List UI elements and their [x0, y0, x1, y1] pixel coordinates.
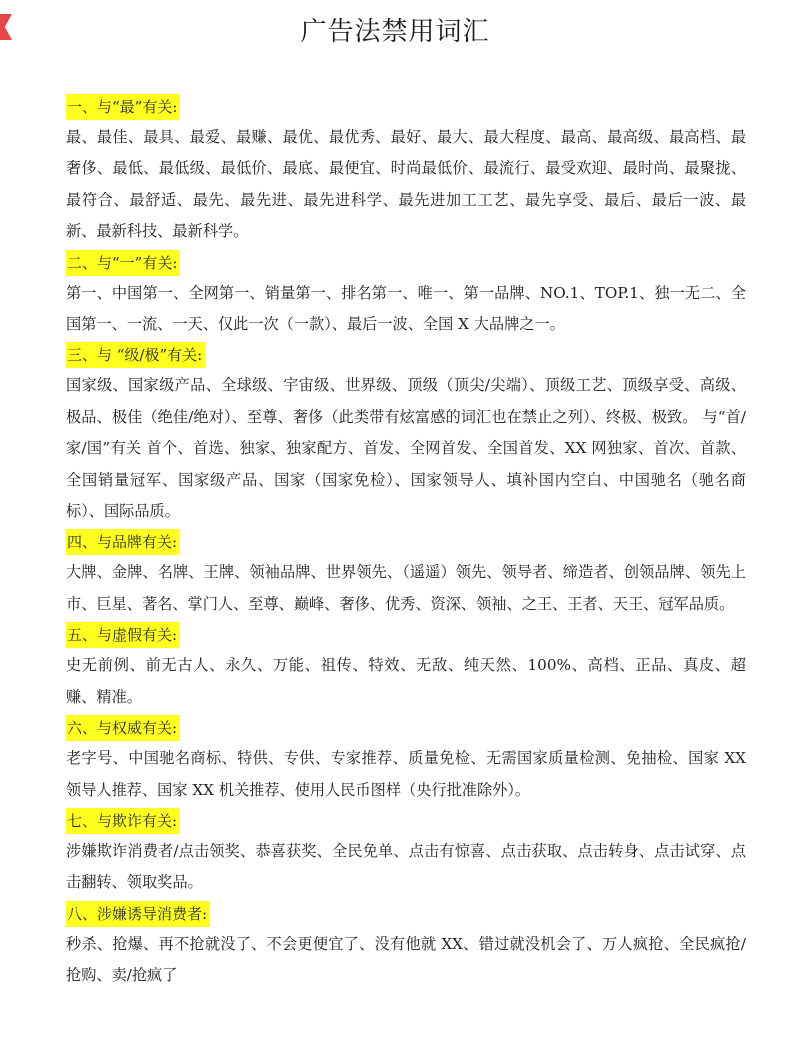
- section-heading-first: [66, 250, 746, 278]
- section-heading-brand: [66, 529, 746, 557]
- page-title: 广告法禁用词汇: [300, 17, 490, 47]
- section-heading-label: 六、与权威有关:: [66, 715, 180, 741]
- document-content: [66, 92, 746, 992]
- section-heading-label: 五、与虚假有关:: [66, 622, 180, 648]
- section-body-first: 第一、中国第一、全网第一、销量第一、排名第一、唯一、第一品牌、NO.1、TOP.1、独一无二、全国第一、一流、一天、仅此一次（一款）、最后一波、全国 X 大品牌之一。: [66, 283, 746, 334]
- section-heading-authority: [66, 715, 746, 743]
- section-heading-label: 二、与“一”有关:: [66, 250, 180, 276]
- section-body-fraud: 涉嫌欺诈消费者/点击领奖、恭喜获奖、全民免单、点击有惊喜、点击获取、点击转身、点击试穿、点击翻转、领取奖品。: [66, 841, 746, 892]
- section-heading-label: 三、与 “级/极”有关:: [66, 342, 205, 368]
- section-body-most: 最、最佳、最具、最爱、最赚、最优、最优秀、最好、最大、最大程度、最高、最高级、最高档、最奢侈、最低、最低级、最低价、最底、最便宜、时尚最低价、最流行、最受欢迎、最时尚、最聚拢、最符合、最舒适、最先、最先进、最先进科学、最先进加工工艺、最先享受、最后、最后一波、最新、最新科技、最新科学。: [66, 128, 746, 241]
- section-heading-level: [66, 342, 746, 370]
- section-heading-label: 四、与品牌有关:: [66, 529, 180, 555]
- section-heading-label: 一、与“最”有关:: [66, 94, 180, 120]
- section-body-false: 史无前例、前无古人、永久、万能、祖传、特效、无敌、纯天然、100%、高档、正品、真皮、超赚、精准。: [66, 656, 746, 706]
- section-heading-most: [66, 94, 746, 122]
- section-body-brand: 大牌、金牌、名牌、王牌、领袖品牌、世界领先、（遥遥）领先、领导者、缔造者、创领品牌、领先上市、巨星、著名、掌门人、至尊、巅峰、奢侈、优秀、资深、领袖、之王、王者、天王、冠军品质。: [66, 563, 746, 613]
- section-heading-label: 七、与欺诈有关:: [66, 808, 180, 834]
- section-heading-inducement: [66, 901, 746, 929]
- section-body-level: 国家级、国家级产品、全球级、宇宙级、世界级、顶级（顶尖/尖端）、顶级工艺、顶级享受、高级、极品、极佳（绝佳/绝对）、至尊、奢侈（此类带有炫富感的词汇也在禁止之列）、终极、极致。 与“首/家/国”有关 首个、首选、独家、独家配方、首发、全网首发、全国首发、XX 网独家、首次、首款、全国销量冠军、国家级产品、国家（国家免检）、国家领导人、填补国内空白、中国驰名（驰名商标）、国际品质。: [66, 376, 746, 521]
- section-heading-fraud: [66, 808, 746, 836]
- section-body-inducement: 秒杀、抢爆、再不抢就没了、不会更便宜了、没有他就 XX、错过就没机会了、万人疯抢、全民疯抢/抢购、卖/抢疯了: [66, 934, 746, 985]
- section-body-authority: 老字号、中国驰名商标、特供、专供、专家推荐、质量免检、无需国家质量检测、免抽检、国家 XX 领导人推荐、国家 XX 机关推荐、使用人民币图样（央行批准除外）。: [66, 749, 746, 799]
- section-heading-false: [66, 622, 746, 650]
- section-heading-label: 八、涉嫌诱导消费者:: [66, 901, 210, 927]
